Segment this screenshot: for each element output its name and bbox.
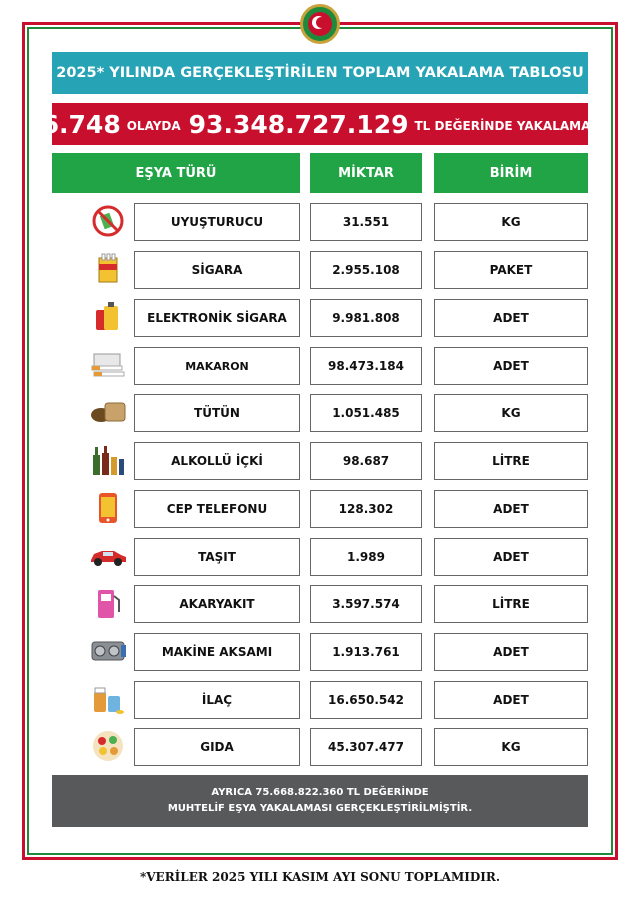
- row-type: ELEKTRONİK SİGARA: [134, 299, 300, 337]
- row-unit: LİTRE: [434, 585, 588, 623]
- row-type: SİGARA: [134, 251, 300, 289]
- footnote: *VERİLER 2025 YILI KASIM AYI SONU TOPLAMIDIR.: [139, 870, 501, 884]
- note-line-2: MUHTELİF EŞYA YAKALAMASI GERÇEKLEŞTİRİLMİŞTİR.: [167, 803, 473, 814]
- row-type: İLAÇ: [134, 681, 300, 719]
- row-unit: PAKET: [434, 251, 588, 289]
- incident-label: OLAYDA: [126, 119, 181, 133]
- row-type: GIDA: [134, 728, 300, 766]
- row-unit: ADET: [434, 347, 588, 385]
- row-type: TÜTÜN: [134, 394, 300, 432]
- row-amount: 98.687: [310, 442, 422, 480]
- row-amount: 1.913.761: [310, 633, 422, 671]
- row-type: MAKİNE AKSAMI: [134, 633, 300, 671]
- no-drugs-icon: [88, 203, 128, 239]
- cigarette-pack-icon: [88, 251, 128, 287]
- total-value: 93.348.727.129: [188, 109, 409, 139]
- column-header-unit: BİRİM: [434, 153, 588, 193]
- row-type: ALKOLLÜ İÇKİ: [134, 442, 300, 480]
- value-label: TL DEĞERİNDE YAKALAMA: [414, 119, 591, 133]
- row-amount: 3.597.574: [310, 585, 422, 623]
- column-header-type: EŞYA TÜRÜ: [52, 153, 300, 193]
- row-unit: ADET: [434, 538, 588, 576]
- note-line-1: AYRICA 75.668.822.360 TL DEĞERİNDE: [211, 787, 429, 798]
- medicine-icon: [88, 681, 128, 717]
- column-header-amount: MİKTAR: [310, 153, 422, 193]
- row-unit: LİTRE: [434, 442, 588, 480]
- total-summary-banner: [41, 103, 591, 145]
- row-amount: 1.989: [310, 538, 422, 576]
- additional-seizure-note: [52, 775, 588, 827]
- row-unit: ADET: [434, 633, 588, 671]
- row-unit: ADET: [434, 299, 588, 337]
- row-type: MAKARON: [134, 347, 300, 385]
- fuel-pump-icon: [88, 585, 128, 621]
- customs-seal-logo: [300, 4, 340, 44]
- e-cigarette-icon: [88, 299, 128, 335]
- row-type: UYUŞTURUCU: [134, 203, 300, 241]
- incident-count: 6.748: [41, 109, 121, 139]
- car-icon: [88, 538, 128, 574]
- row-amount: 45.307.477: [310, 728, 422, 766]
- row-amount: 31.551: [310, 203, 422, 241]
- alcohol-bottles-icon: [88, 442, 128, 478]
- row-type: CEP TELEFONU: [134, 490, 300, 528]
- mobile-phone-icon: [88, 490, 128, 526]
- row-amount: 16.650.542: [310, 681, 422, 719]
- machine-parts-icon: [88, 633, 128, 669]
- row-type: AKARYAKIT: [134, 585, 300, 623]
- row-unit: KG: [434, 394, 588, 432]
- row-unit: KG: [434, 728, 588, 766]
- row-amount: 128.302: [310, 490, 422, 528]
- row-amount: 9.981.808: [310, 299, 422, 337]
- row-amount: 1.051.485: [310, 394, 422, 432]
- page-title: 2025* YILINDA GERÇEKLEŞTİRİLEN TOPLAM YAKALAMA TABLOSU: [52, 52, 588, 94]
- row-type: TAŞIT: [134, 538, 300, 576]
- row-unit: KG: [434, 203, 588, 241]
- row-unit: ADET: [434, 681, 588, 719]
- row-amount: 98.473.184: [310, 347, 422, 385]
- row-unit: ADET: [434, 490, 588, 528]
- food-icon: [88, 728, 128, 764]
- row-amount: 2.955.108: [310, 251, 422, 289]
- cigarette-tubes-icon: [88, 347, 128, 383]
- tobacco-icon: [88, 394, 128, 430]
